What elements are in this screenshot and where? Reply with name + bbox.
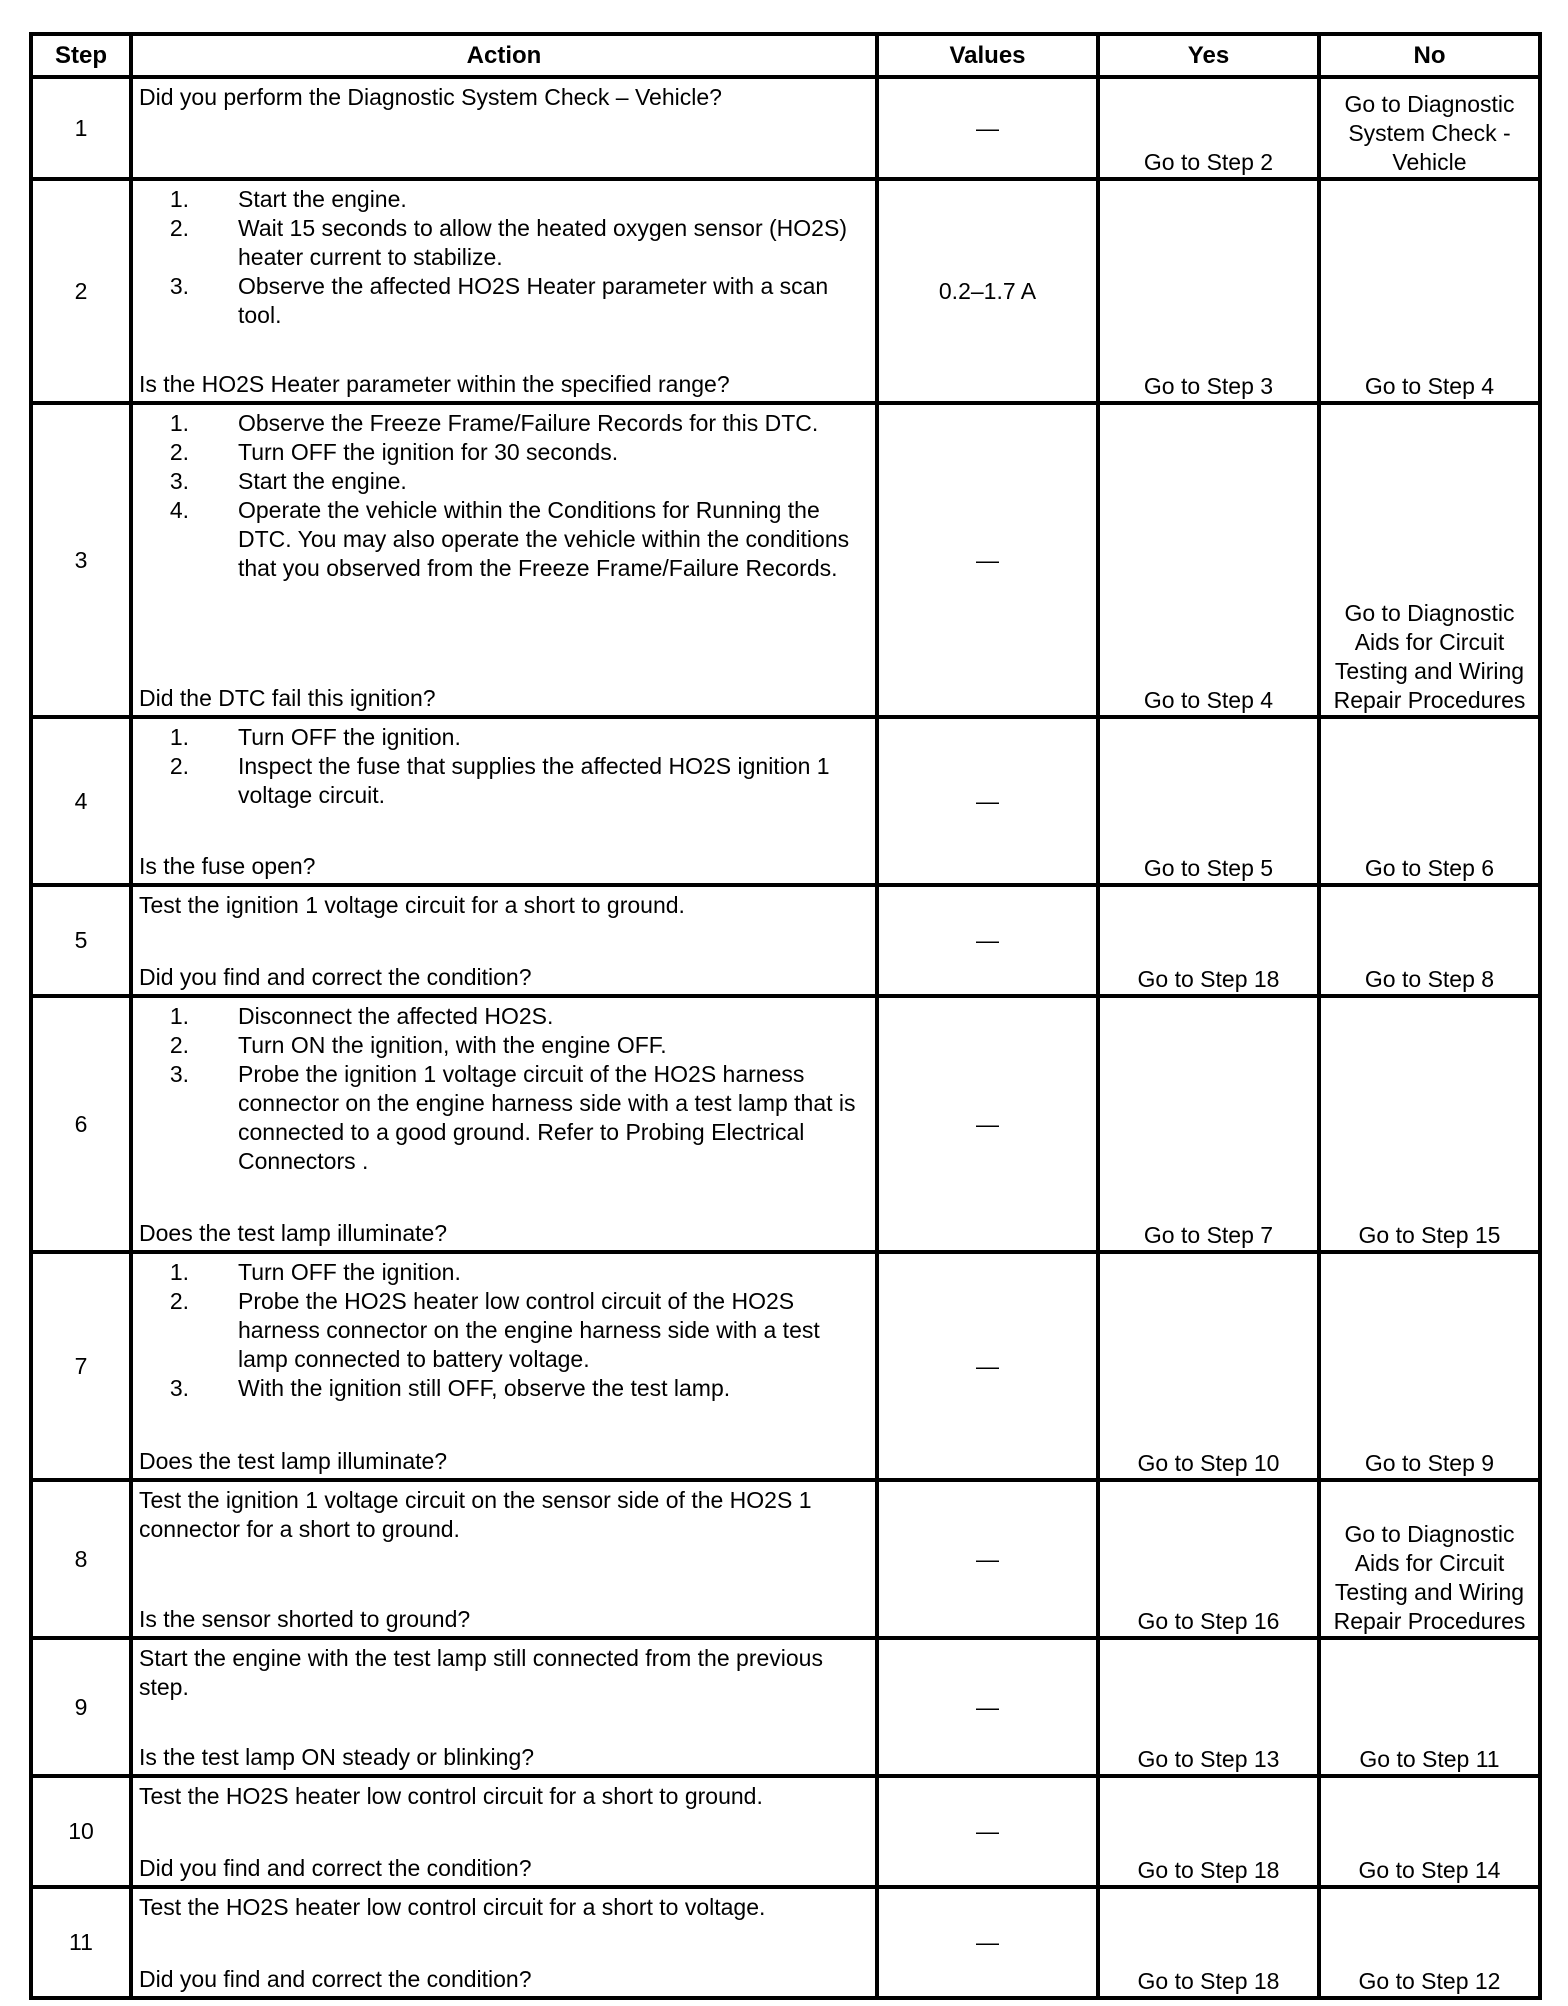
list-item-number: 1. (169, 724, 189, 750)
step-number: 10 (31, 1776, 131, 1887)
list-item-text: Turn OFF the ignition. (238, 1259, 461, 1285)
list-item-text: Inspect the fuse that supplies the affected HO2S ignition 1 voltage circuit. (238, 753, 830, 808)
list-item-text: With the ignition still OFF, observe the test lamp. (238, 1375, 731, 1401)
list-item-text: Wait 15 seconds to allow the heated oxygen sensor (HO2S) heater current to stabilize. (238, 215, 847, 270)
no-cell: Go to Step 11 (1319, 1638, 1540, 1776)
list-item-number: 2. (169, 215, 189, 241)
action-spacer (139, 583, 869, 684)
list-item (139, 1287, 869, 1374)
list-item (139, 272, 869, 330)
action-cell (131, 885, 877, 996)
action-steps-list (139, 1258, 869, 1403)
list-item (139, 1374, 869, 1403)
list-item-number: 1. (169, 186, 189, 212)
action-cell (131, 717, 877, 885)
yes-cell: Go to Step 16 (1098, 1480, 1319, 1638)
list-item-number: 1. (169, 1259, 189, 1285)
action-steps-list (139, 185, 869, 330)
list-item (139, 185, 869, 214)
values-cell: — (877, 1480, 1098, 1638)
action-content (133, 1640, 875, 1774)
values-cell: 0.2–1.7 A (877, 179, 1098, 403)
list-item-number: 2. (169, 1288, 189, 1314)
yes-cell: Go to Step 2 (1098, 77, 1319, 179)
action-cell (131, 1776, 877, 1887)
action-question: Is the test lamp ON steady or blinking? (139, 1744, 535, 1770)
yes-cell: Go to Step 18 (1098, 885, 1319, 996)
table-row (31, 996, 1540, 1252)
list-item (139, 752, 869, 810)
step-number: 7 (31, 1252, 131, 1480)
list-item-number: 4. (169, 497, 189, 523)
list-item-number: 3. (169, 1061, 189, 1087)
action-spacer (139, 1544, 869, 1605)
action-cell (131, 1887, 877, 1998)
action-spacer (139, 112, 869, 175)
no-cell: Go to Step 4 (1319, 179, 1540, 403)
action-question: Does the test lamp illuminate? (139, 1220, 448, 1246)
list-item-number: 3. (169, 1375, 189, 1401)
action-question: Did the DTC fail this ignition? (139, 685, 436, 711)
list-item (139, 214, 869, 272)
list-item (139, 496, 869, 583)
action-content (133, 719, 875, 883)
list-item-number: 3. (169, 468, 189, 494)
list-item (139, 723, 869, 752)
table-body (31, 77, 1540, 1998)
action-text: Test the ignition 1 voltage circuit on the sensor side of the HO2S 1 connector for a short to ground. (139, 1487, 812, 1542)
table-row (31, 1638, 1540, 1776)
step-number: 5 (31, 885, 131, 996)
header-yes: Yes (1098, 34, 1319, 77)
action-content (133, 1778, 875, 1885)
action-question: Is the sensor shorted to ground? (139, 1606, 471, 1632)
list-item-text: Turn ON the ignition, with the engine OFF. (238, 1032, 667, 1058)
yes-cell: Go to Step 10 (1098, 1252, 1319, 1480)
list-item-text: Start the engine. (238, 468, 407, 494)
list-item (139, 438, 869, 467)
diagnostic-table (29, 32, 1542, 2000)
action-question: Did you find and correct the condition? (139, 964, 532, 990)
action-content (133, 1482, 875, 1636)
action-cell (131, 1252, 877, 1480)
action-text: Test the HO2S heater low control circuit for a short to ground. (139, 1783, 763, 1809)
no-cell: Go to Step 6 (1319, 717, 1540, 885)
action-spacer (139, 1922, 869, 1965)
action-content (133, 1889, 875, 1996)
action-spacer (139, 810, 869, 852)
step-number: 6 (31, 996, 131, 1252)
yes-cell: Go to Step 3 (1098, 179, 1319, 403)
action-text: Test the ignition 1 voltage circuit for a short to ground. (139, 892, 685, 918)
action-content (133, 181, 875, 401)
values-cell: — (877, 885, 1098, 996)
no-cell: Go to Diagnostic Aids for Circuit Testing and Wiring Repair Procedures (1319, 1480, 1540, 1638)
list-item-text: Turn OFF the ignition. (238, 724, 461, 750)
yes-cell: Go to Step 4 (1098, 403, 1319, 717)
yes-cell: Go to Step 7 (1098, 996, 1319, 1252)
yes-cell: Go to Step 13 (1098, 1638, 1319, 1776)
step-number: 8 (31, 1480, 131, 1638)
table-row (31, 717, 1540, 885)
no-cell: Go to Step 9 (1319, 1252, 1540, 1480)
action-spacer (139, 1811, 869, 1854)
table-row (31, 1887, 1540, 1998)
step-number: 2 (31, 179, 131, 403)
no-cell: Go to Diagnostic Aids for Circuit Testing and Wiring Repair Procedures (1319, 403, 1540, 717)
table-row (31, 885, 1540, 996)
action-spacer (139, 920, 869, 963)
list-item-number: 2. (169, 1032, 189, 1058)
action-text: Test the HO2S heater low control circuit for a short to voltage. (139, 1894, 766, 1920)
action-cell (131, 996, 877, 1252)
list-item-text: Probe the ignition 1 voltage circuit of the HO2S harness connector on the engine harness side with a test lamp that is connected to a good ground. Refer to Probing Electrical Connectors . (238, 1061, 856, 1174)
list-item (139, 1258, 869, 1287)
values-cell: — (877, 1638, 1098, 1776)
action-content (133, 887, 875, 994)
action-content (133, 405, 875, 715)
list-item-number: 1. (169, 1003, 189, 1029)
table-row (31, 179, 1540, 403)
action-question: Did you find and correct the condition? (139, 1966, 532, 1992)
values-cell: — (877, 996, 1098, 1252)
values-cell: — (877, 1776, 1098, 1887)
list-item-number: 2. (169, 753, 189, 779)
list-item-text: Turn OFF the ignition for 30 seconds. (238, 439, 619, 465)
action-text: Start the engine with the test lamp still connected from the previous step. (139, 1645, 823, 1700)
no-cell: Go to Step 12 (1319, 1887, 1540, 1998)
list-item (139, 1002, 869, 1031)
no-cell: Go to Step 15 (1319, 996, 1540, 1252)
list-item-number: 3. (169, 273, 189, 299)
header-row (31, 34, 1540, 77)
list-item (139, 409, 869, 438)
list-item-text: Probe the HO2S heater low control circuit of the HO2S harness connector on the engine harness side with a test lamp connected to battery voltage. (238, 1288, 820, 1372)
action-question: Is the HO2S Heater parameter within the specified range? (139, 371, 730, 397)
no-cell: Go to Step 8 (1319, 885, 1540, 996)
list-item-number: 1. (169, 410, 189, 436)
values-cell: — (877, 1252, 1098, 1480)
values-cell: — (877, 717, 1098, 885)
action-spacer (139, 330, 869, 370)
action-question: Did you find and correct the condition? (139, 1855, 532, 1881)
step-number: 3 (31, 403, 131, 717)
action-steps-list (139, 723, 869, 810)
table-row (31, 1480, 1540, 1638)
yes-cell: Go to Step 18 (1098, 1887, 1319, 1998)
step-number: 1 (31, 77, 131, 179)
yes-cell: Go to Step 18 (1098, 1776, 1319, 1887)
action-question: Does the test lamp illuminate? (139, 1448, 448, 1474)
list-item-text: Operate the vehicle within the Conditions for Running the DTC. You may also operate the vehicle within the conditions that you observed from the Freeze Frame/Failure Records. (238, 497, 850, 581)
table-row (31, 403, 1540, 717)
list-item-text: Observe the Freeze Frame/Failure Records for this DTC. (238, 410, 819, 436)
action-steps-list (139, 1002, 869, 1176)
action-content (133, 998, 875, 1250)
list-item (139, 1060, 869, 1176)
list-item-text: Start the engine. (238, 186, 407, 212)
action-cell (131, 77, 877, 179)
step-number: 4 (31, 717, 131, 885)
header-no: No (1319, 34, 1540, 77)
no-cell: Go to Diagnostic System Check - Vehicle (1319, 77, 1540, 179)
action-cell (131, 1480, 877, 1638)
action-steps-list (139, 409, 869, 583)
action-content (133, 79, 875, 177)
yes-cell: Go to Step 5 (1098, 717, 1319, 885)
list-item-number: 2. (169, 439, 189, 465)
action-cell (131, 179, 877, 403)
action-spacer (139, 1176, 869, 1219)
table-row (31, 77, 1540, 179)
table-row (31, 1776, 1540, 1887)
header-values: Values (877, 34, 1098, 77)
step-number: 11 (31, 1887, 131, 1998)
action-cell (131, 1638, 877, 1776)
values-cell: — (877, 403, 1098, 717)
action-text: Did you perform the Diagnostic System Check – Vehicle? (139, 84, 722, 110)
values-cell: — (877, 77, 1098, 179)
action-spacer (139, 1702, 869, 1743)
header-action: Action (131, 34, 877, 77)
action-cell (131, 403, 877, 717)
list-item-text: Disconnect the affected HO2S. (238, 1003, 554, 1029)
values-cell: — (877, 1887, 1098, 1998)
no-cell: Go to Step 14 (1319, 1776, 1540, 1887)
list-item-text: Observe the affected HO2S Heater parameter with a scan tool. (238, 273, 829, 328)
action-spacer (139, 1403, 869, 1447)
list-item (139, 1031, 869, 1060)
list-item (139, 467, 869, 496)
action-content (133, 1254, 875, 1478)
step-number: 9 (31, 1638, 131, 1776)
header-step: Step (31, 34, 131, 77)
table-row (31, 1252, 1540, 1480)
action-question: Is the fuse open? (139, 853, 316, 879)
